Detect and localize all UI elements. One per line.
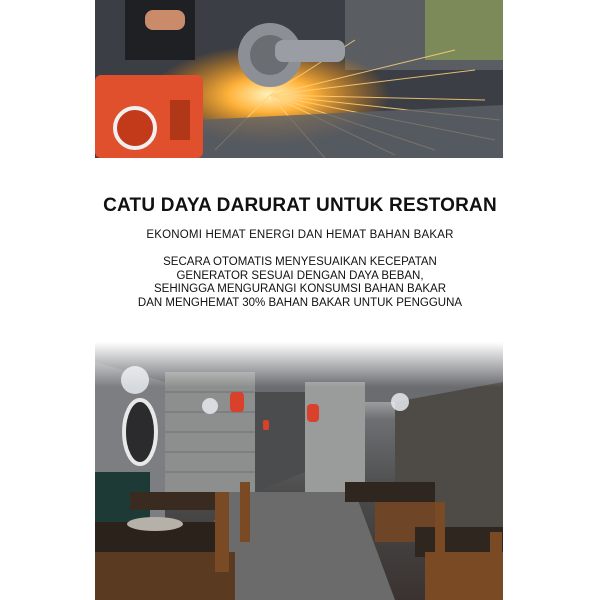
- description-line: SEHINGGA MENGURANGI KONSUMSI BAHAN BAKAR: [153, 283, 447, 296]
- headline: CATU DAYA DARURAT UNTUK RESTORAN: [103, 195, 497, 216]
- description: [0, 256, 600, 310]
- description-line: GENERATOR SESUAI DENGAN DAYA BEBAN,: [176, 269, 424, 282]
- description-line: SECARA OTOMATIS MENYESUAIKAN KECEPATAN: [163, 256, 437, 268]
- description-line: DAN MENGHEMAT 30% BAHAN BAKAR UNTUK PENGGUNA: [137, 296, 463, 309]
- restaurant-interior-photo: [95, 342, 503, 600]
- welding-sparks-photo: [95, 0, 503, 158]
- subtitle: EKONOMI HEMAT ENERGI DAN HEMAT BAHAN BAKAR: [146, 229, 454, 241]
